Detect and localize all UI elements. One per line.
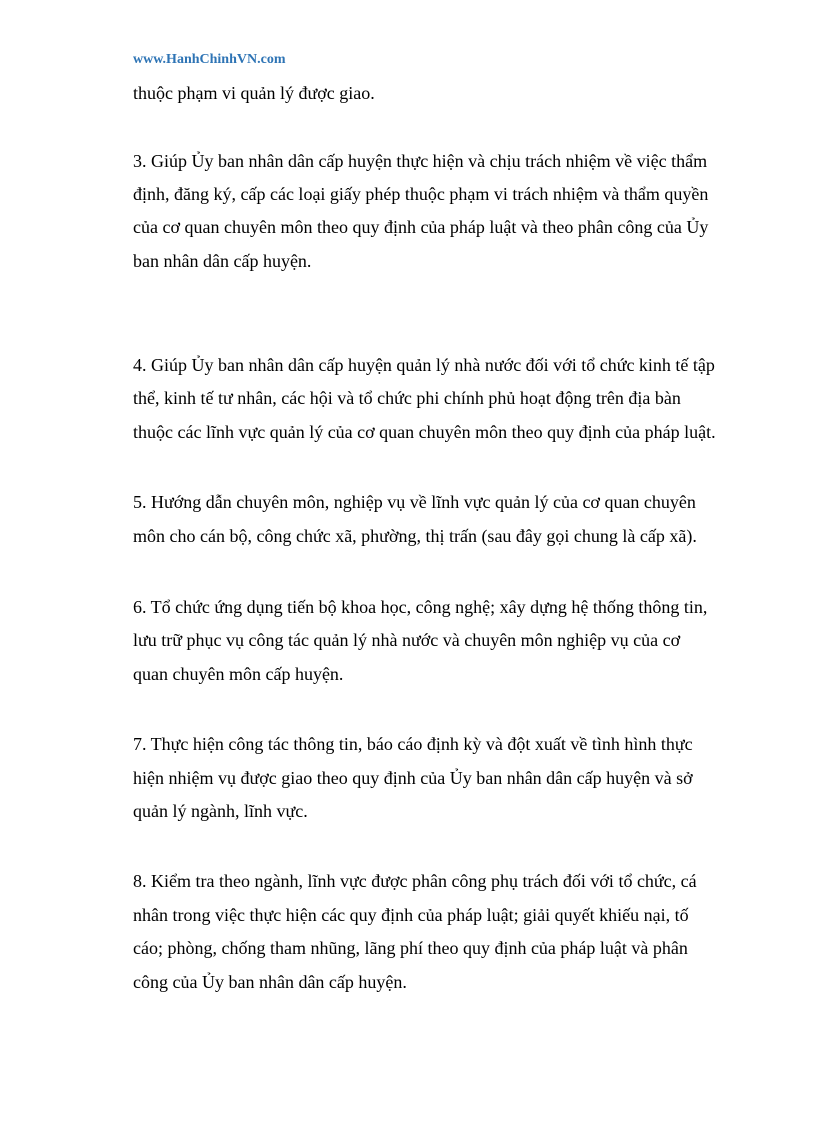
item-3-line-1: 3. Giúp Ủy ban nhân dân cấp huyện thực hiện và chịu trách nhiệm về việc thẩm <box>133 151 708 171</box>
item-7-line-1: 7. Thực hiện công tác thông tin, báo cáo định kỳ và đột xuất về tình hình thực <box>133 734 693 754</box>
item-4-line-2: thể, kinh tế tư nhân, các hội và tổ chức phi chính phủ hoạt động trên địa bàn <box>133 388 681 408</box>
item-8-line-1: 8. Kiểm tra theo ngành, lĩnh vực được phân công phụ trách đối với tổ chức, cá <box>133 871 697 891</box>
item-4-line-3: thuộc các lĩnh vực quản lý của cơ quan chuyên môn theo quy định của pháp luật. <box>133 422 716 442</box>
item-3-line-4: ban nhân dân cấp huyện. <box>133 251 312 271</box>
item-4-line-1: 4. Giúp Ủy ban nhân dân cấp huyện quản lý nhà nước đối với tổ chức kinh tế tập <box>133 355 715 375</box>
item-5-line-2: môn cho cán bộ, công chức xã, phường, thị trấn (sau đây gọi chung là cấp xã). <box>133 526 697 546</box>
item-8-line-3: cáo; phòng, chống tham nhũng, lãng phí theo quy định của pháp luật và phân <box>133 938 688 958</box>
item-5-line-1: 5. Hướng dẫn chuyên môn, nghiệp vụ về lĩnh vực quản lý của cơ quan chuyên <box>133 492 696 512</box>
item-6-line-1: 6. Tổ chức ứng dụng tiến bộ khoa học, công nghệ; xây dựng hệ thống thông tin, <box>133 597 708 617</box>
continuation-line: thuộc phạm vi quản lý được giao. <box>133 83 375 103</box>
item-7-line-2: hiện nhiệm vụ được giao theo quy định của Ủy ban nhân dân cấp huyện và sở <box>133 768 693 788</box>
item-6-line-2: lưu trữ phục vụ công tác quản lý nhà nước và chuyên môn nghiệp vụ của cơ <box>133 630 681 650</box>
item-3-line-2: định, đăng ký, cấp các loại giấy phép thuộc phạm vi trách nhiệm và thẩm quyền <box>133 184 709 204</box>
header-website-link[interactable]: www.HanhChinhVN.com <box>133 52 286 67</box>
item-8-line-4: công của Ủy ban nhân dân cấp huyện. <box>133 972 407 992</box>
item-8-line-2: nhân trong việc thực hiện các quy định của pháp luật; giải quyết khiếu nại, tố <box>133 905 689 925</box>
item-7-line-3: quản lý ngành, lĩnh vực. <box>133 801 308 821</box>
item-6-line-3: quan chuyên môn cấp huyện. <box>133 664 344 684</box>
item-3-line-3: của cơ quan chuyên môn theo quy định của pháp luật và theo phân công của Ủy <box>133 217 709 237</box>
